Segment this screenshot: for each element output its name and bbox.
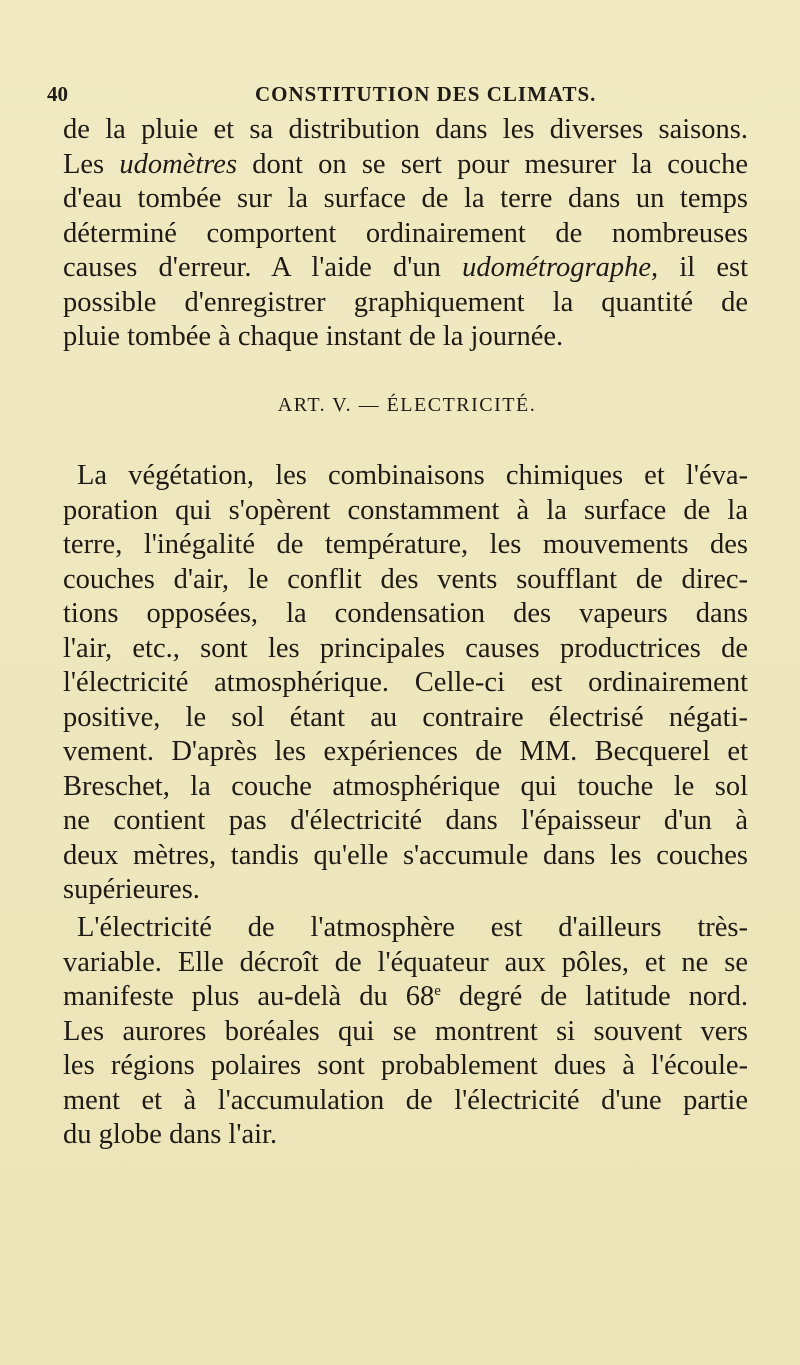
text-line: l'électricité atmosphérique. Celle-ci est ordinairement xyxy=(63,667,748,698)
page-number: 40 xyxy=(47,82,68,106)
text-segment: degré de latitude nord. xyxy=(440,981,749,1012)
text-line-with-superscript xyxy=(63,980,748,1015)
page-header xyxy=(47,82,747,110)
text-line: variable. Elle décroît de l'équateur aux pôles, et ne se xyxy=(63,946,748,978)
text-line: couches d'air, le conflit des vents soufflant de direc- xyxy=(63,563,748,595)
text-line: Les aurores boréales qui se montrent si souvent vers xyxy=(63,1015,748,1047)
paragraph-electricity-causes xyxy=(63,459,748,908)
text-line-with-italic: Les udomètres dont on se sert pour mesurer la couche xyxy=(63,148,749,180)
text-line: deux mètres, tandis qu'elle s'accumule dans les couches xyxy=(63,839,748,871)
text-line: l'air, etc., sont les principales causes productrices de xyxy=(63,632,748,664)
superscript: e xyxy=(434,983,441,999)
text-line: terre, l'inégalité de température, les mouvements des xyxy=(63,529,748,560)
text-line: de la pluie et sa distribution dans les diverses saisons. xyxy=(63,114,748,145)
text-line: vement. D'après les expériences de MM. Becquerel et xyxy=(63,736,748,767)
text-line: L'électricité de l'atmosphère est d'ailleurs très- xyxy=(77,912,748,943)
text-line: ment et à l'accumulation de l'électricité d'une partie xyxy=(63,1084,748,1116)
text-segment: manifeste plus au-delà du 68 xyxy=(63,981,435,1012)
text-line-with-italic: causes d'erreur. A l'aide d'un udométrographe, il est xyxy=(63,252,748,283)
text-line: ne contient pas d'électricité dans l'épaisseur d'un à xyxy=(63,805,748,836)
text-line: d'eau tombée sur la surface de la terre dans un temps xyxy=(63,183,748,214)
text-line: positive, le sol étant au contraire électrisé négati- xyxy=(63,701,748,733)
section-heading: ART. V. — ÉLECTRICITÉ. xyxy=(277,394,537,416)
paragraph-electricity-variability xyxy=(63,911,748,1153)
italic-term: udomètres xyxy=(119,148,238,180)
text-line: Breschet, la couche atmosphérique qui touche le sol xyxy=(63,770,748,802)
running-title: CONSTITUTION DES CLIMATS. xyxy=(255,82,597,106)
text-line: tions opposées, la condensation des vapeurs dans xyxy=(63,598,748,629)
text-line: du globe dans l'air. xyxy=(63,1119,278,1150)
text-line: pluie tombée à chaque instant de la journée. xyxy=(63,321,564,352)
text-line: poration qui s'opèrent constamment à la surface de la xyxy=(63,494,748,526)
text-line: déterminé comportent ordinairement de nombreuses xyxy=(63,217,748,249)
text-line: possible d'enregistrer graphiquement la quantité de xyxy=(63,286,748,318)
italic-term: udométrographe, xyxy=(462,252,659,283)
text-line: supérieures. xyxy=(63,874,200,905)
text-line: les régions polaires sont probablement dues à l'écoule- xyxy=(63,1050,748,1081)
text-line: La végétation, les combinaisons chimiques et l'éva- xyxy=(77,460,748,491)
paragraph-rainfall xyxy=(63,113,748,355)
